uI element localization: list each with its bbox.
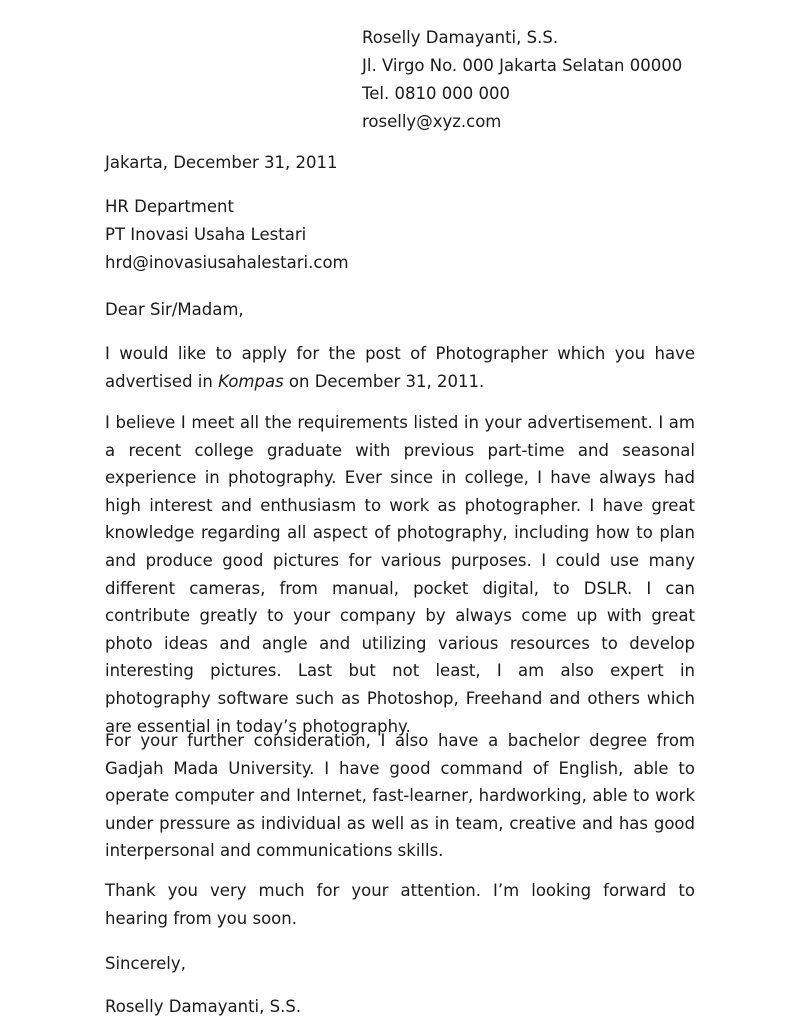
sender-phone: Tel. 0810 000 000 (362, 84, 510, 103)
paragraph-application-before: advertised in (105, 371, 219, 391)
paragraph-application-after: on December 31, 2011. (283, 371, 485, 391)
recipient-block (105, 193, 695, 277)
newspaper-name: Kompas (218, 371, 284, 391)
sender-email: roselly@xyz.com (362, 112, 502, 131)
letter-date: Jakarta, December 31, 2011 (105, 153, 338, 172)
paragraph-application-line1: I would like to apply for the post of Photographer which you have (105, 344, 695, 363)
closing: Sincerely, (105, 954, 186, 973)
paragraph-application-line2 (105, 368, 695, 396)
sender-block (362, 24, 682, 136)
paragraph-education: For your further consideration, I also have a bachelor degree from Gadjah Mada University. I have good command of English, able to operate computer and Internet, fast-learner, hardworking, able to work under pressure as individual as well as in team, creative and has good interpersonal and communications skills. (105, 731, 695, 861)
paragraph-application (105, 340, 695, 395)
recipient-email: hrd@inovasiusahalestari.com (105, 253, 349, 272)
signature-name: Roselly Damayanti, S.S. (105, 997, 302, 1016)
paragraph-qualifications: I believe I meet all the requirements listed in your advertisement. I am a recent college graduate with previous part-time and seasonal experience in photography. Ever since in college, I have always had high interest and enthusiasm to work as photographer. I have great knowledge regarding all aspect of photography, including how to plan and produce good pictures for various purposes. I could use many different cameras, from manual, pocket digital, to DSLR. I can contribute greatly to your company by always come up with great photo ideas and angle and utilizing various resources to develop interesting pictures. Last but not least, I am also expert in photography software such as Photoshop, Freehand and others which are essential in today’s photography. (105, 413, 695, 736)
sender-name: Roselly Damayanti, S.S. (362, 28, 559, 47)
recipient-department: HR Department (105, 197, 234, 216)
paragraph-thanks: Thank you very much for your attention. I’m looking forward to hearing from you soon. (105, 881, 695, 928)
recipient-company: PT Inovasi Usaha Lestari (105, 225, 307, 244)
sender-address: Jl. Virgo No. 000 Jakarta Selatan 00000 (362, 56, 683, 75)
salutation: Dear Sir/Madam, (105, 300, 244, 319)
